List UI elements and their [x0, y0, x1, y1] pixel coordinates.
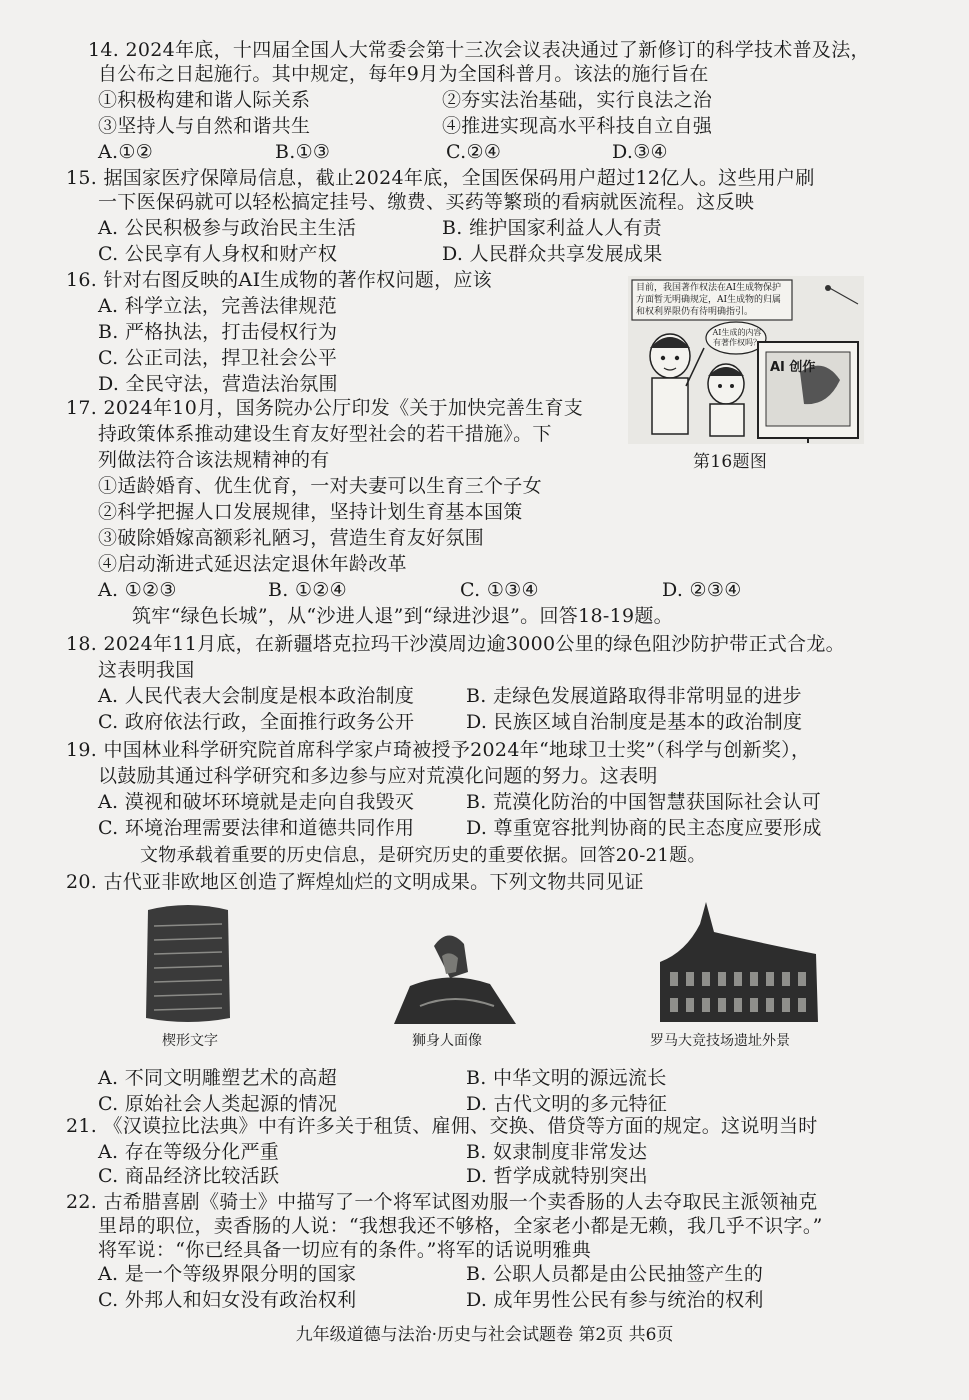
- q17-stem: 持政策体系推动建设生育友好型社会的若干措施》。下: [98, 423, 552, 445]
- q16-figure-caption: 第16题图: [693, 452, 768, 472]
- q14-item: ①积极构建和谐人际关系: [98, 89, 311, 111]
- cartoon-screen-label: AI 创作: [770, 360, 816, 375]
- q17-item: ④启动渐进式延迟法定退休年龄改革: [98, 553, 407, 575]
- q17-option-c: C. ①③④: [460, 579, 539, 601]
- q17-option-d: D. ②③④: [662, 579, 742, 601]
- q21-option-a: A. 存在等级分化严重: [98, 1141, 280, 1163]
- q18-option-c: C. 政府依法行政，全面推行政务公开: [98, 711, 415, 733]
- image-caption: 狮身人面像: [412, 1033, 482, 1049]
- image-caption: 罗马大竞技场遗址外景: [650, 1033, 790, 1049]
- colosseum-image: [656, 902, 822, 1024]
- section-intro: 筑牢“绿色长城”，从“沙进人退”到“绿进沙退”。回答18-19题。: [132, 605, 673, 627]
- q22-option-d: D. 成年男性公民有参与统治的权利: [466, 1289, 764, 1311]
- q14-stem: 14. 2024年底，十四届全国人大常委会第十三次会议表决通过了新修订的科学技术普及法，: [88, 39, 870, 61]
- q22-stem: 将军说：“你已经具备一切应有的条件。”将军的话说明雅典: [98, 1239, 592, 1261]
- q19-stem: 19. 中国林业科学研究院首席科学家卢琦被授予2024年“地球卫士奖”（科学与创新奖），: [66, 739, 811, 761]
- q18-stem: 这表明我国: [98, 659, 195, 681]
- cartoon-speech-bubble: AI生成的内容有著作权吗？: [712, 328, 762, 347]
- q18-option-a: A. 人民代表大会制度是根本政治制度: [98, 685, 415, 707]
- q14-stem: 自公布之日起施行。其中规定，每年9月为全国科普月。该法的施行旨在: [98, 63, 709, 85]
- q17-item: ①适龄婚育、优生优育，一对夫妻可以生育三个子女: [98, 475, 542, 497]
- q16-option-c: C. 公正司法，捍卫社会公平: [98, 347, 338, 369]
- q16-cartoon: [628, 276, 864, 444]
- q14-option-a: A.①②: [98, 141, 154, 163]
- q22-option-c: C. 外邦人和妇女没有政治权利: [98, 1289, 357, 1311]
- q17-option-a: A. ①②③: [98, 579, 177, 601]
- q17-option-b: B. ①②④: [268, 579, 347, 601]
- section-intro: 文物承载着重要的历史信息，是研究历史的重要依据。回答20-21题。: [140, 845, 706, 866]
- image-caption: 楔形文字: [162, 1033, 218, 1049]
- q15-option-b: B. 维护国家利益人人有责: [442, 217, 662, 239]
- q17-stem: 17. 2024年10月，国务院办公厅印发《关于加快完善生育支: [66, 397, 584, 419]
- q22-stem: 22. 古希腊喜剧《骑士》中描写了一个将军试图劝服一个卖香肠的人去夺取民主派领袖克: [66, 1191, 818, 1213]
- q21-option-b: B. 奴隶制度非常发达: [466, 1141, 648, 1163]
- q16-option-d: D. 全民守法，营造法治氛围: [98, 373, 338, 395]
- cartoon-caption-text: 目前，我国著作权法在AI生成物保护方面暂无明确规定，AI生成物的归属和权利界限仍有待明确指引。: [636, 283, 782, 317]
- q16-option-a: A. 科学立法，完善法律规范: [98, 295, 338, 317]
- q19-stem: 以鼓励其通过科学研究和多边参与应对荒漠化问题的努力。这表明: [98, 765, 658, 787]
- q14-item: ③坚持人与自然和谐共生: [98, 115, 311, 137]
- q22-option-a: A. 是一个等级界限分明的国家: [98, 1263, 357, 1285]
- q20-stem: 20. 古代亚非欧地区创造了辉煌灿烂的文明成果。下列文物共同见证: [66, 871, 644, 893]
- q21-stem: 21. 《汉谟拉比法典》中有许多关于租赁、雇佣、交换、借贷等方面的规定。这说明当时: [66, 1115, 818, 1137]
- q20-option-b: B. 中华文明的源远流长: [466, 1067, 667, 1089]
- q14-item: ④推进实现高水平科技自立自强: [442, 115, 713, 137]
- q19-option-b: B. 荒漠化防治的中国智慧获国际社会认可: [466, 791, 822, 813]
- sphinx-image: [390, 926, 518, 1026]
- q14-option-c: C.②④: [446, 141, 502, 163]
- q14-option-d: D.③④: [612, 141, 668, 163]
- q15-option-d: D. 人民群众共享发展成果: [442, 243, 663, 265]
- q15-stem: 一下医保码就可以轻松搞定挂号、缴费、买药等繁琐的看病就医流程。这反映: [98, 191, 755, 213]
- q19-option-d: D. 尊重宽容批判协商的民主态度应要形成: [466, 817, 822, 839]
- q20-option-c: C. 原始社会人类起源的情况: [98, 1093, 338, 1115]
- q17-stem: 列做法符合该法规精神的有: [98, 449, 330, 471]
- q14-item: ②夯实法治基础，实行良法之治: [442, 89, 713, 111]
- q14-option-b: B.①③: [275, 141, 331, 163]
- q19-option-c: C. 环境治理需要法律和道德共同作用: [98, 817, 415, 839]
- q18-stem: 18. 2024年11月底，在新疆塔克拉玛干沙漠周边逾3000公里的绿色阻沙防护带正式合龙。: [66, 633, 845, 655]
- q18-option-b: B. 走绿色发展道路取得非常明显的进步: [466, 685, 802, 707]
- q19-option-a: A. 漠视和破坏环境就是走向自我毁灭: [98, 791, 415, 813]
- q15-stem: 15. 据国家医疗保障局信息，截止2024年底，全国医保码用户超过12亿人。这些用户刷: [66, 167, 815, 189]
- q17-item: ③破除婚嫁高额彩礼陋习，营造生育友好氛围: [98, 527, 485, 549]
- q20-option-d: D. 古代文明的多元特征: [466, 1093, 668, 1115]
- cuneiform-tablet-image: [142, 902, 234, 1026]
- q18-option-d: D. 民族区域自治制度是基本的政治制度: [466, 711, 803, 733]
- q15-option-c: C. 公民享有人身权和财产权: [98, 243, 338, 265]
- q22-stem: 里昂的职位，卖香肠的人说：“我想我还不够格，全家老小都是无赖，我几乎不识字。”: [98, 1215, 823, 1237]
- q22-option-b: B. 公职人员都是由公民抽签产生的: [466, 1263, 764, 1285]
- page-footer: 九年级道德与法治·历史与社会试题卷 第2页 共6页: [295, 1325, 674, 1345]
- q20-option-a: A. 不同文明雕塑艺术的高超: [98, 1067, 338, 1089]
- q16-option-b: B. 严格执法，打击侵权行为: [98, 321, 338, 343]
- q21-option-d: D. 哲学成就特别突出: [466, 1165, 648, 1187]
- q21-option-c: C. 商品经济比较活跃: [98, 1165, 280, 1187]
- q15-option-a: A. 公民积极参与政治民主生活: [98, 217, 357, 239]
- q16-stem: 16. 针对右图反映的AI生成物的著作权问题，应该: [66, 269, 492, 291]
- q17-item: ②科学把握人口发展规律，坚持计划生育基本国策: [98, 501, 523, 523]
